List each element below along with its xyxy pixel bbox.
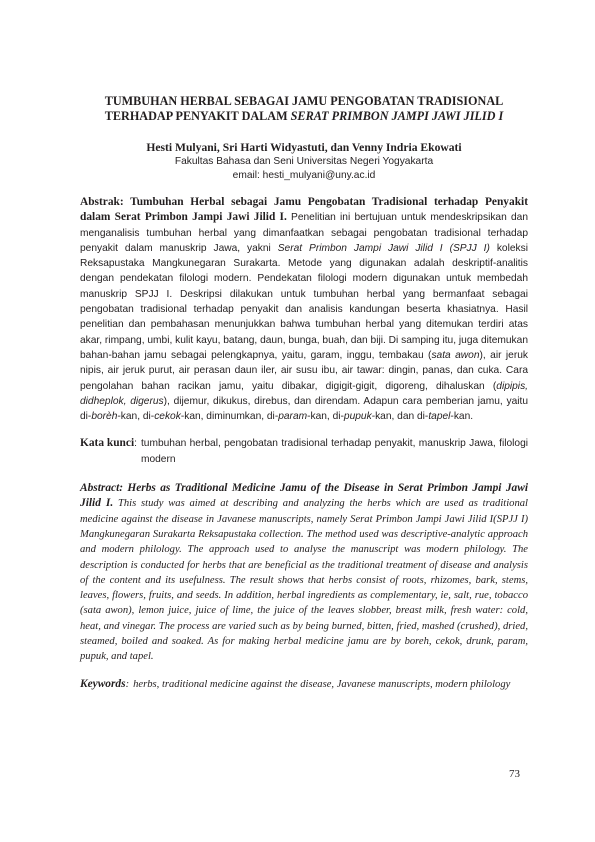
abstract-english (80, 481, 528, 665)
abstrak-lead: Abstrak: Tumbuhan Herbal sebagai Jamu Pengobatan Tradisional terhadap Penyakit dalam Serat Primbon Jampi Jawi Jilid I. (80, 196, 528, 224)
paper-page (80, 94, 528, 692)
kata-kunci-label: Kata kunci (80, 437, 135, 450)
abstract-lead: Abstract: Herbs as Traditional Medicine Jamu of the Disease in Serat Primbon Jampi Jawi Jilid I. (80, 482, 528, 510)
abstrak-italic-param: param (278, 411, 308, 423)
abstrak-italic-cekok: cekok (154, 411, 181, 423)
abstrak-text-6: -kan, diminumkan, di- (180, 411, 279, 423)
abstrak-italic-tapel: tapel (428, 411, 451, 423)
abstrak-text-5: -kan, di- (117, 411, 155, 423)
kata-kunci (80, 436, 528, 467)
abstrak-text-9: -kan. (450, 411, 474, 423)
abstrak-text-7: -kan, di- (307, 411, 344, 423)
abstrak-italic-pupuk: pupuk (343, 411, 372, 423)
title-line-2-italic: SERAT PRIMBON JAMPI JAWI JILID I (290, 109, 504, 123)
title-line-2 (80, 109, 528, 124)
affiliation: Fakultas Bahasa dan Seni Universitas Negeri Yogyakarta (174, 156, 434, 167)
page-number: 73 (509, 768, 520, 780)
abstract-body: This study was aimed at describing and analyzing the herbs which are used as traditional medicine against the disease in Javanese manuscripts, namely Serat Primbon Jampi Jawi Jilid I(SPJJ I) Mangkunegaran Surakarta Reksapustaka collection. The method used was descriptive-analytic approach and modern philology. The approach used to analyse the manuscript was modern philology. The description is conducted for herbs that are beneficial as the traditional treatment of disease and analysis of the content and its usefulness. The result shows that herbs consist of roots, rhizomes, bark, stems, leaves, flowers, fruits, and seeds. In addition, herbal ingredients as complementary, ie, salt, rue, tobacco (sata awon), lemon juice, juice of lime, the juice of the leaves slobber, breast milk, fresh water: cold, heat, and vinegar. The process are varied such as by being burned, bitten, fried, mashed (crushed), dried, steamed, boiled and soaked. As for making herbal medicine jamu are by boreh, cekok, drunk, param, pupuk, and tapel. (80, 498, 528, 663)
authors: Hesti Mulyani, Sri Harti Widyastuti, dan Venny Indria Ekowati (146, 141, 462, 154)
abstrak-text-1: Penelitian ini bertujuan untuk mendeskripsikan dan menganalisis tumbuhan herbal yang dimanfaatkan sebagai pengobatan tradisional terhadap penyakit dalam manuskrip Jawa, yakni (80, 212, 528, 254)
abstrak-text-8: -kan, dan di- (371, 411, 429, 423)
abstrak-text-4: ), dijemur, dikukus, direbus, dan direndam. Adapun cara pemberian jamu, yaitu di- (80, 395, 528, 423)
keywords-label: Keywords (80, 677, 126, 690)
abstrak-italic-2: sata awon (431, 349, 480, 361)
abstrak-text-2: koleksi Reksapustaka Mangkunegaran Surakarta. Metode yang digunakan adalah deskriptif-analitis dengan pendekatan filologi modern. Pendekatan filologi modern digunakan untuk membedah manuskrip SPJJ I. Deskripsi dilakukan untuk tumbuhan herbal yang bermanfaat sebagai pengobatan tradisional terhadap penyakit dan analisis kandungan beserta khasiatnya. Hasil penelitian dan pembahasan menunjukkan bahwa tumbuhan herbal yang ditemukan terdiri atas akar, rimpang, umbi, kulit kayu, batang, daun, bunga, buah, dan biji. Di samping itu, juga ditemukan bahan-bahan jamu sebagai pelengkapnya, yaitu, garam, inggu, tembakau ( (80, 242, 528, 361)
keywords-value: herbs, traditional medicine against the disease, Javanese manuscripts, modern philology (133, 678, 511, 690)
abstrak-italic-3: dipipis, didheplok, digerus (80, 380, 528, 407)
title-line-2-plain: TERHADAP PENYAKIT DALAM (104, 109, 291, 123)
keywords (80, 677, 528, 692)
abstrak-text-3: ), air jeruk nipis, air jeruk purut, air perasan daun iler, air susu ibu, air tawar: dingin, panas, dan cuka. Cara pengolahan bahan racikan jamu, yaitu dibakar, digigit-gigit, digoreng, dihaluskan ( (80, 349, 528, 392)
keywords-colon: : (125, 678, 130, 690)
email: email: hesti_mulyani@uny.ac.id (232, 170, 376, 181)
title-line-1: TUMBUHAN HERBAL SEBAGAI JAMU PENGOBATAN TRADISIONAL (104, 94, 504, 108)
abstrak-italic-boreh: borèh (91, 411, 118, 423)
kata-kunci-value: tumbuhan herbal, pengobatan tradisional terhadap penyakit, manuskrip Jawa, filologi modern (140, 438, 528, 465)
kata-kunci-colon: : (134, 438, 137, 450)
abstrak-italic-1: Serat Primbon Jampi Jawi Jilid I (SPJJ I) (277, 242, 490, 254)
paper-title (80, 94, 528, 124)
abstrak-indonesian (80, 195, 528, 424)
